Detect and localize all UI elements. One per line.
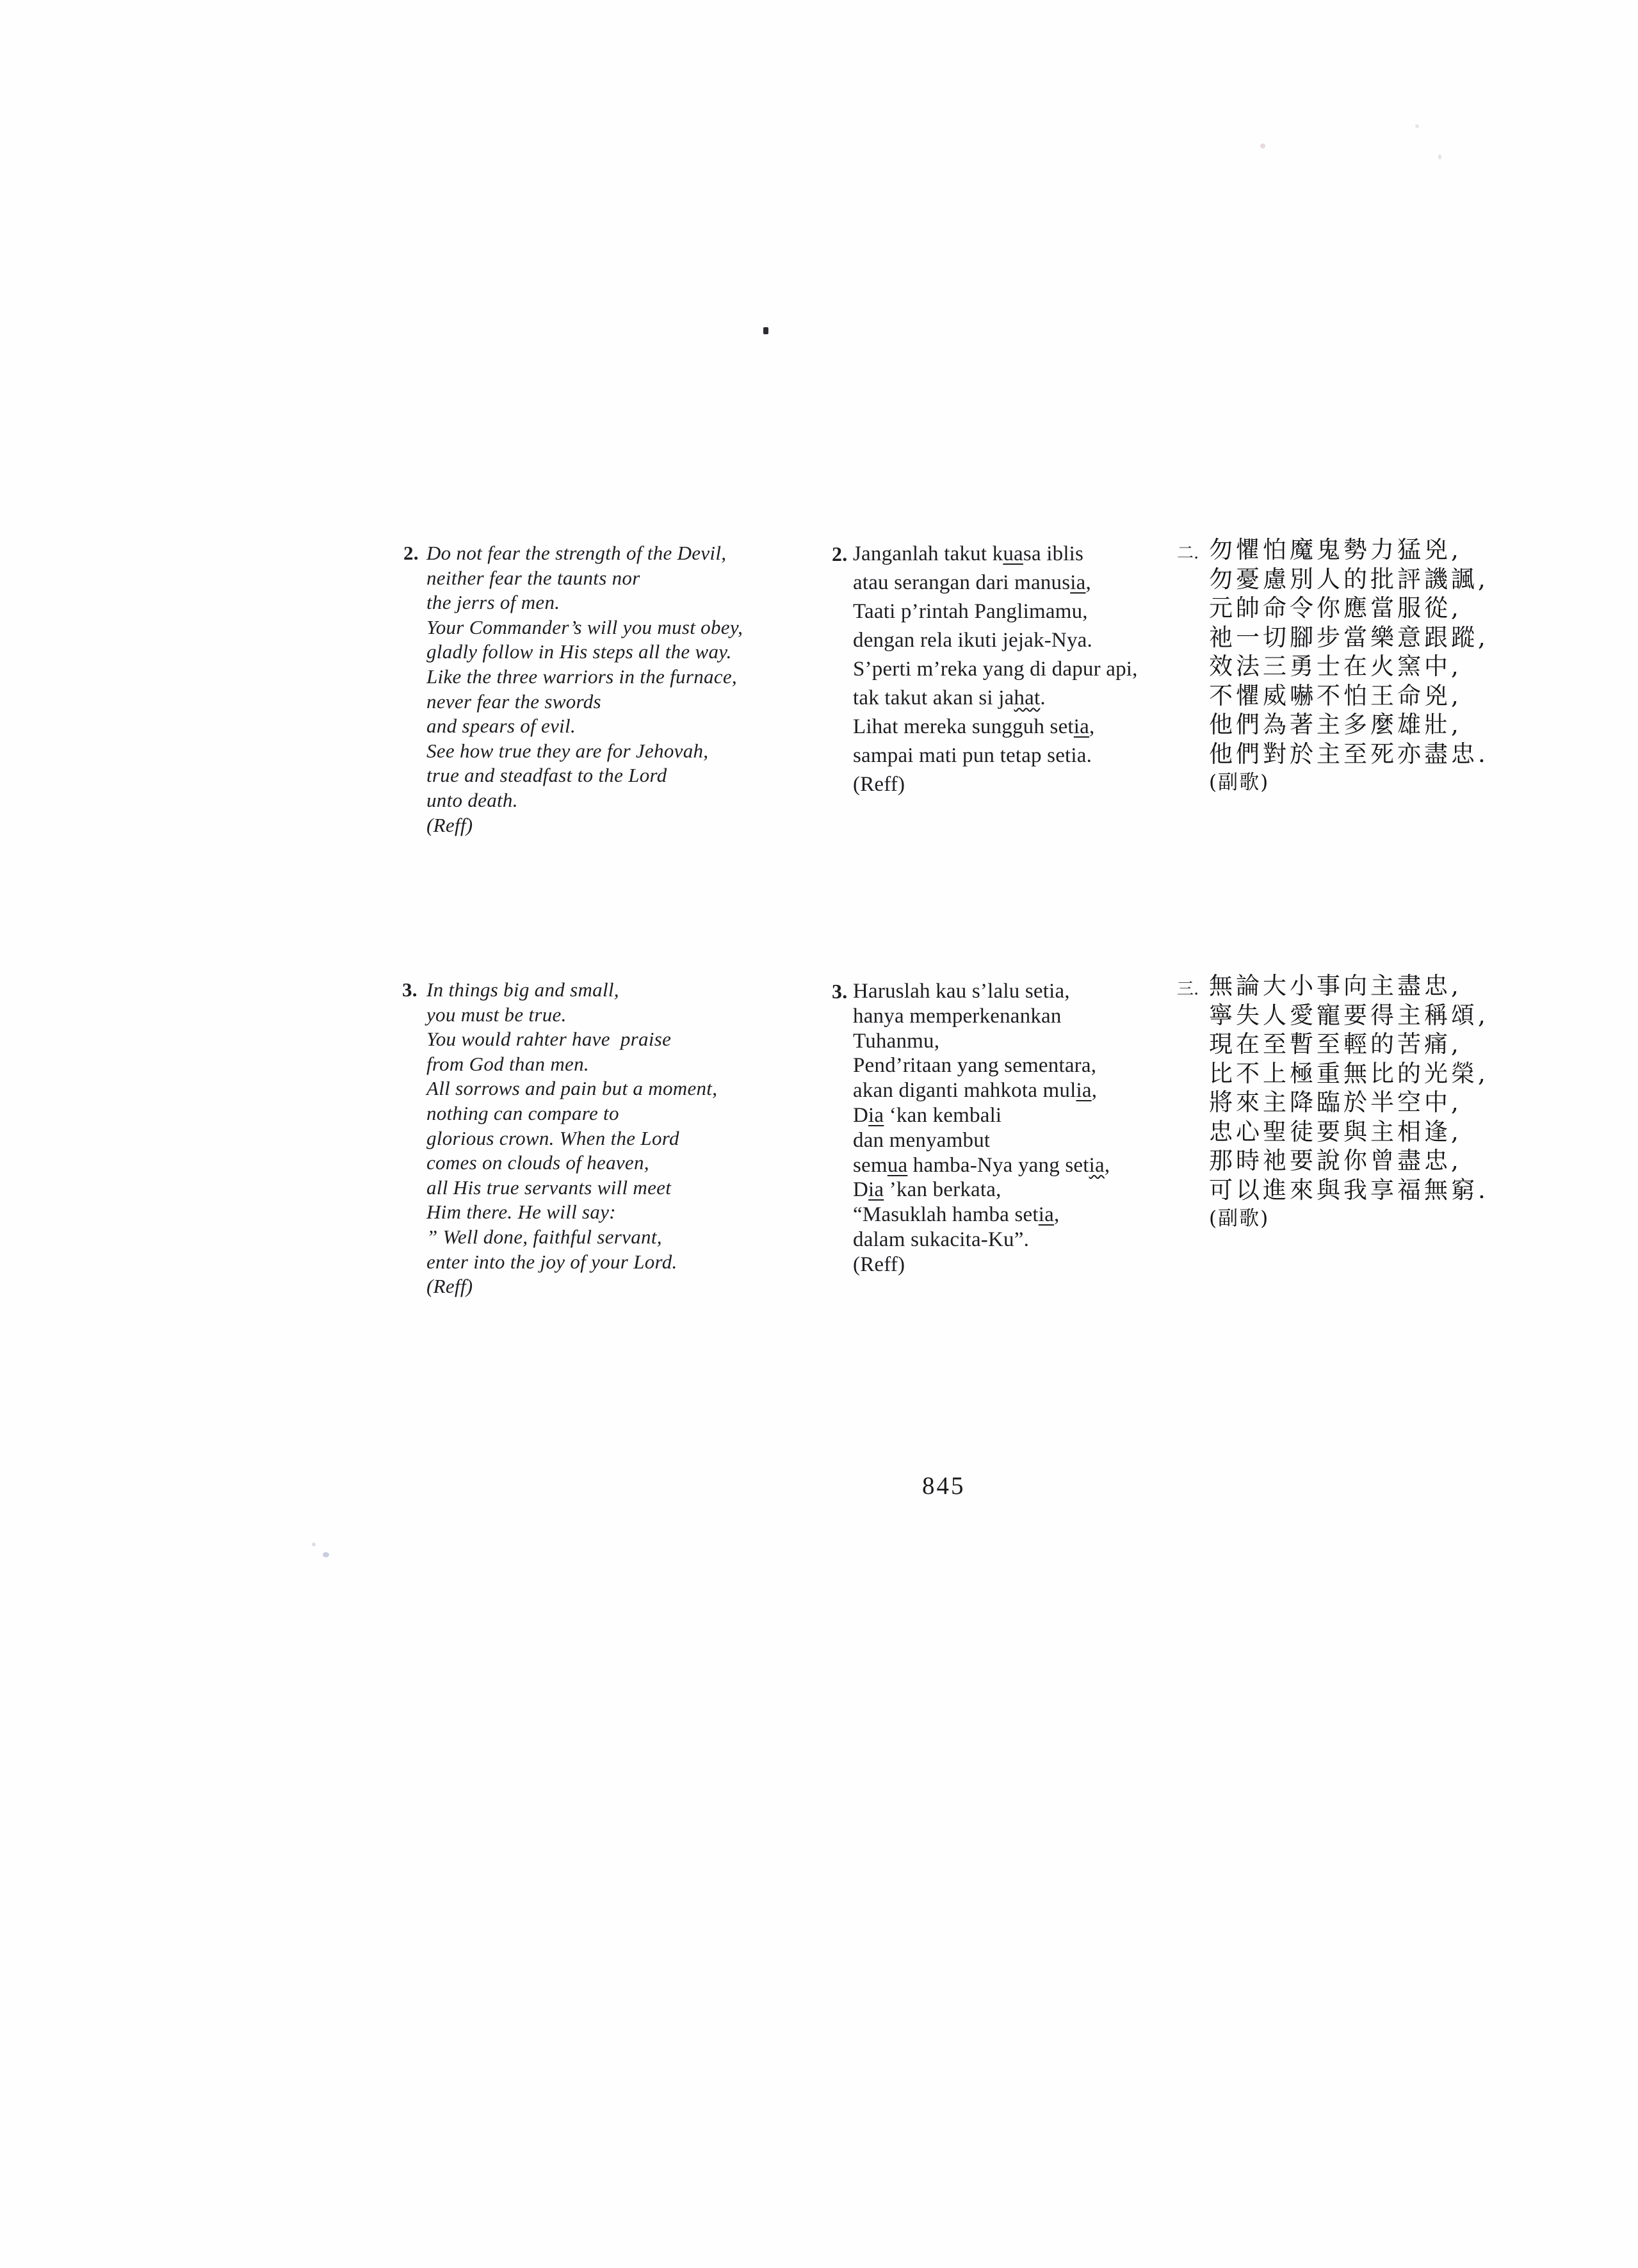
text-line — [426, 1200, 717, 1225]
text-line — [426, 739, 743, 764]
text-segment: dengan rela ikuti jejak-Nya. — [853, 629, 1092, 652]
text-line — [426, 1225, 717, 1250]
text-line — [426, 714, 743, 739]
text-segment: glorious crown. When the Lord — [426, 1126, 679, 1149]
text-line — [426, 690, 743, 715]
text-line — [853, 1252, 1110, 1277]
underlined-text: ua — [1003, 542, 1023, 565]
text-segment: All sorrows and pain but a moment, — [426, 1077, 718, 1100]
text-segment: akan diganti mahkota mul — [853, 1079, 1076, 1103]
text-line — [853, 1203, 1110, 1227]
text-line — [1209, 681, 1489, 711]
text-line — [426, 1003, 717, 1028]
text-line — [1177, 535, 1489, 565]
text-segment: 元帥命令你應當服從, — [1209, 594, 1462, 622]
text-line — [402, 978, 717, 1003]
scan-speck — [1438, 154, 1441, 159]
underlined-text: ia — [1070, 571, 1086, 594]
text-segment: “Masuklah hamba set — [853, 1203, 1039, 1227]
verse-number: 二. — [1177, 544, 1199, 563]
underlined-text: ua — [887, 1153, 908, 1177]
text-line — [1209, 768, 1489, 798]
text-segment: 效法三勇士在火窯中, — [1209, 652, 1462, 680]
text-line — [426, 590, 743, 615]
verse-2-english — [403, 541, 743, 838]
scan-speck — [1415, 124, 1419, 128]
text-segment: You would rahter have praise — [426, 1028, 672, 1051]
text-segment: 比不上極重無比的光榮, — [1209, 1059, 1489, 1087]
verse-2-indonesian — [832, 540, 1138, 799]
text-line — [426, 1076, 717, 1101]
text-line — [853, 1053, 1110, 1078]
verse-number: 2. — [832, 542, 848, 565]
text-segment: 祂一切腳步當樂意跟蹤, — [1209, 623, 1489, 651]
scan-speck — [323, 1552, 329, 1557]
text-line — [426, 1052, 717, 1077]
text-segment: (Reff) — [853, 773, 905, 796]
text-segment: comes on clouds of heaven, — [426, 1151, 649, 1174]
text-line — [853, 1078, 1110, 1103]
text-line — [1209, 1117, 1489, 1147]
text-segment: 那時祂要說你曾盡忠, — [1209, 1147, 1462, 1174]
verse-2-chinese — [1177, 535, 1489, 798]
text-segment: 不懼威嚇不怕王命兇, — [1209, 681, 1462, 709]
text-segment: In things big and small, — [426, 978, 619, 1001]
text-segment: 寧失人愛寵要得主稱頌, — [1209, 1001, 1489, 1029]
text-line — [403, 541, 743, 566]
underlined-text: ia — [1038, 1203, 1054, 1227]
text-line — [853, 1227, 1110, 1252]
text-segment: Him there. He will say: — [426, 1201, 616, 1224]
verse-3-english — [402, 978, 718, 1299]
text-line — [1209, 652, 1489, 681]
text-segment: 忠心聖徒要與主相逢, — [1209, 1117, 1462, 1146]
text-line — [426, 1250, 717, 1275]
text-line — [426, 1151, 717, 1176]
verse-number: 3. — [402, 978, 418, 1001]
text-segment: See how true they are for Jehovah, — [426, 739, 709, 762]
text-segment: Like the three warriors in the furnace, — [426, 665, 737, 688]
text-line — [426, 1274, 717, 1299]
text-line — [1209, 623, 1489, 652]
text-segment: sampai mati pun tetap setia. — [853, 744, 1092, 767]
text-line — [853, 597, 1138, 626]
verse-number: 3. — [832, 980, 848, 1003]
verse-number: 2. — [403, 542, 419, 564]
text-line — [853, 569, 1138, 597]
text-segment: ’kan berkata, — [884, 1178, 1001, 1202]
text-line — [853, 713, 1138, 741]
text-line — [853, 1029, 1110, 1054]
text-segment: true and steadfast to the Lord — [426, 764, 667, 787]
text-segment: 可以進來與我享福無窮. — [1209, 1176, 1489, 1204]
text-segment: all His true servants will meet — [426, 1176, 672, 1199]
text-line — [426, 640, 743, 665]
text-segment: 勿憂慮別人的批評譏諷, — [1209, 565, 1489, 593]
text-line — [1209, 1088, 1489, 1117]
text-line — [426, 788, 743, 813]
text-line — [1209, 565, 1489, 594]
text-line — [853, 1103, 1110, 1128]
text-line — [426, 1176, 717, 1201]
text-line — [853, 1153, 1110, 1178]
text-segment: atau serangan dari manus — [853, 571, 1071, 594]
text-line — [1209, 1146, 1489, 1176]
underlined-text: ia — [868, 1178, 884, 1202]
text-segment: hamba-Nya yang set — [907, 1153, 1089, 1177]
text-segment: D — [853, 1103, 869, 1127]
text-segment: gladly follow in His steps all the way. — [426, 640, 732, 663]
verse-3-chinese — [1177, 971, 1489, 1234]
text-line — [426, 1101, 717, 1126]
scan-speck — [1260, 143, 1265, 149]
verse-3-indonesian — [832, 979, 1110, 1277]
text-line — [426, 665, 743, 690]
text-line — [1177, 971, 1489, 1001]
underlined-text: ia — [1076, 1079, 1092, 1103]
text-line — [1209, 1204, 1489, 1234]
text-segment: Janganlah takut k — [853, 542, 1003, 565]
text-segment: from God than men. — [426, 1052, 589, 1075]
text-segment: ” Well done, faithful servant, — [426, 1225, 662, 1248]
text-line — [853, 741, 1138, 770]
text-line — [832, 979, 1110, 1004]
text-segment: , — [1053, 1203, 1060, 1227]
text-line — [832, 540, 1138, 569]
text-segment: 他們對於主至死亦盡忠. — [1209, 740, 1489, 768]
text-segment: D — [853, 1178, 869, 1202]
text-line — [853, 1128, 1110, 1153]
text-segment: 他們為著主多麼雄壯, — [1209, 711, 1462, 738]
text-segment: (Reff) — [426, 813, 473, 836]
text-line — [853, 770, 1138, 799]
text-segment: you must be true. — [426, 1003, 567, 1026]
text-segment: Lihat mereka sungguh set — [853, 715, 1074, 738]
text-segment: tak takut akan si ja — [853, 686, 1014, 709]
ink-dot-artifact — [763, 327, 768, 334]
text-segment: nothing can compare to — [426, 1101, 619, 1124]
text-segment: , — [1104, 1153, 1110, 1177]
text-segment: S’perti m’reka yang di dapur api, — [853, 658, 1138, 681]
underlined-text: hat — [1014, 686, 1041, 709]
text-line — [1209, 1176, 1489, 1205]
text-line — [1209, 1059, 1489, 1089]
text-line — [1209, 594, 1489, 623]
text-segment: , — [1085, 571, 1091, 594]
text-segment: never fear the swords — [426, 690, 601, 713]
text-line — [853, 1178, 1110, 1203]
text-segment: 無論大小事向主盡忠, — [1209, 972, 1462, 1000]
text-segment: Do not fear the strength of the Devil, — [426, 542, 727, 564]
text-segment: Haruslah kau s’lalu setia, — [853, 980, 1070, 1003]
text-segment: Your Commander’s will you must obey, — [426, 615, 743, 638]
verse-number: 三. — [1177, 980, 1199, 999]
text-line — [853, 1004, 1110, 1029]
text-segment: Pend’ritaan yang sementara, — [853, 1054, 1097, 1078]
text-segment: dalam sukacita-Ku”. — [853, 1227, 1030, 1251]
text-line — [853, 626, 1138, 655]
text-segment: . — [1040, 686, 1046, 709]
scan-speck — [312, 1543, 316, 1546]
text-segment: 現在至暫至輕的苦痛, — [1209, 1030, 1462, 1058]
text-line — [1209, 710, 1489, 740]
text-segment: 將來主降臨於半空中, — [1209, 1089, 1462, 1116]
text-segment: enter into the joy of your Lord. — [426, 1250, 677, 1273]
text-segment: 勿懼怕魔鬼勢力猛兇, — [1209, 536, 1462, 563]
underlined-text: ia — [1073, 715, 1090, 738]
text-segment: the jerrs of men. — [426, 591, 560, 614]
text-segment: hanya memperkenankan — [853, 1004, 1062, 1028]
text-line — [853, 684, 1138, 713]
text-line — [426, 1027, 717, 1052]
text-segment: ‘kan kembali — [884, 1103, 1002, 1127]
text-segment: , — [1089, 715, 1095, 738]
text-line — [426, 566, 743, 591]
text-line — [426, 615, 743, 640]
text-segment: (Reff) — [853, 1252, 905, 1276]
text-segment: sem — [853, 1153, 888, 1177]
page-number: 845 — [922, 1472, 966, 1500]
text-segment: sa iblis — [1023, 542, 1084, 565]
underlined-text: ia — [868, 1103, 884, 1127]
text-segment: (副歌) — [1209, 771, 1270, 794]
text-segment: (Reff) — [426, 1275, 473, 1298]
underlined-text: ia — [1089, 1153, 1105, 1177]
text-line — [1209, 1001, 1489, 1030]
text-line — [426, 763, 743, 788]
text-line — [853, 655, 1138, 684]
text-segment: and spears of evil. — [426, 715, 576, 738]
text-line — [426, 1126, 717, 1151]
text-segment: unto death. — [426, 788, 518, 811]
text-segment: Tuhanmu, — [853, 1029, 940, 1053]
text-segment: dan menyambut — [853, 1128, 991, 1152]
text-line — [1209, 740, 1489, 769]
text-line — [426, 813, 743, 838]
text-segment: Taati p’rintah Panglimamu, — [853, 600, 1088, 623]
text-segment: , — [1091, 1079, 1098, 1103]
text-segment: neither fear the taunts nor — [426, 566, 640, 589]
text-segment: (副歌) — [1209, 1207, 1270, 1230]
text-line — [1209, 1030, 1489, 1059]
